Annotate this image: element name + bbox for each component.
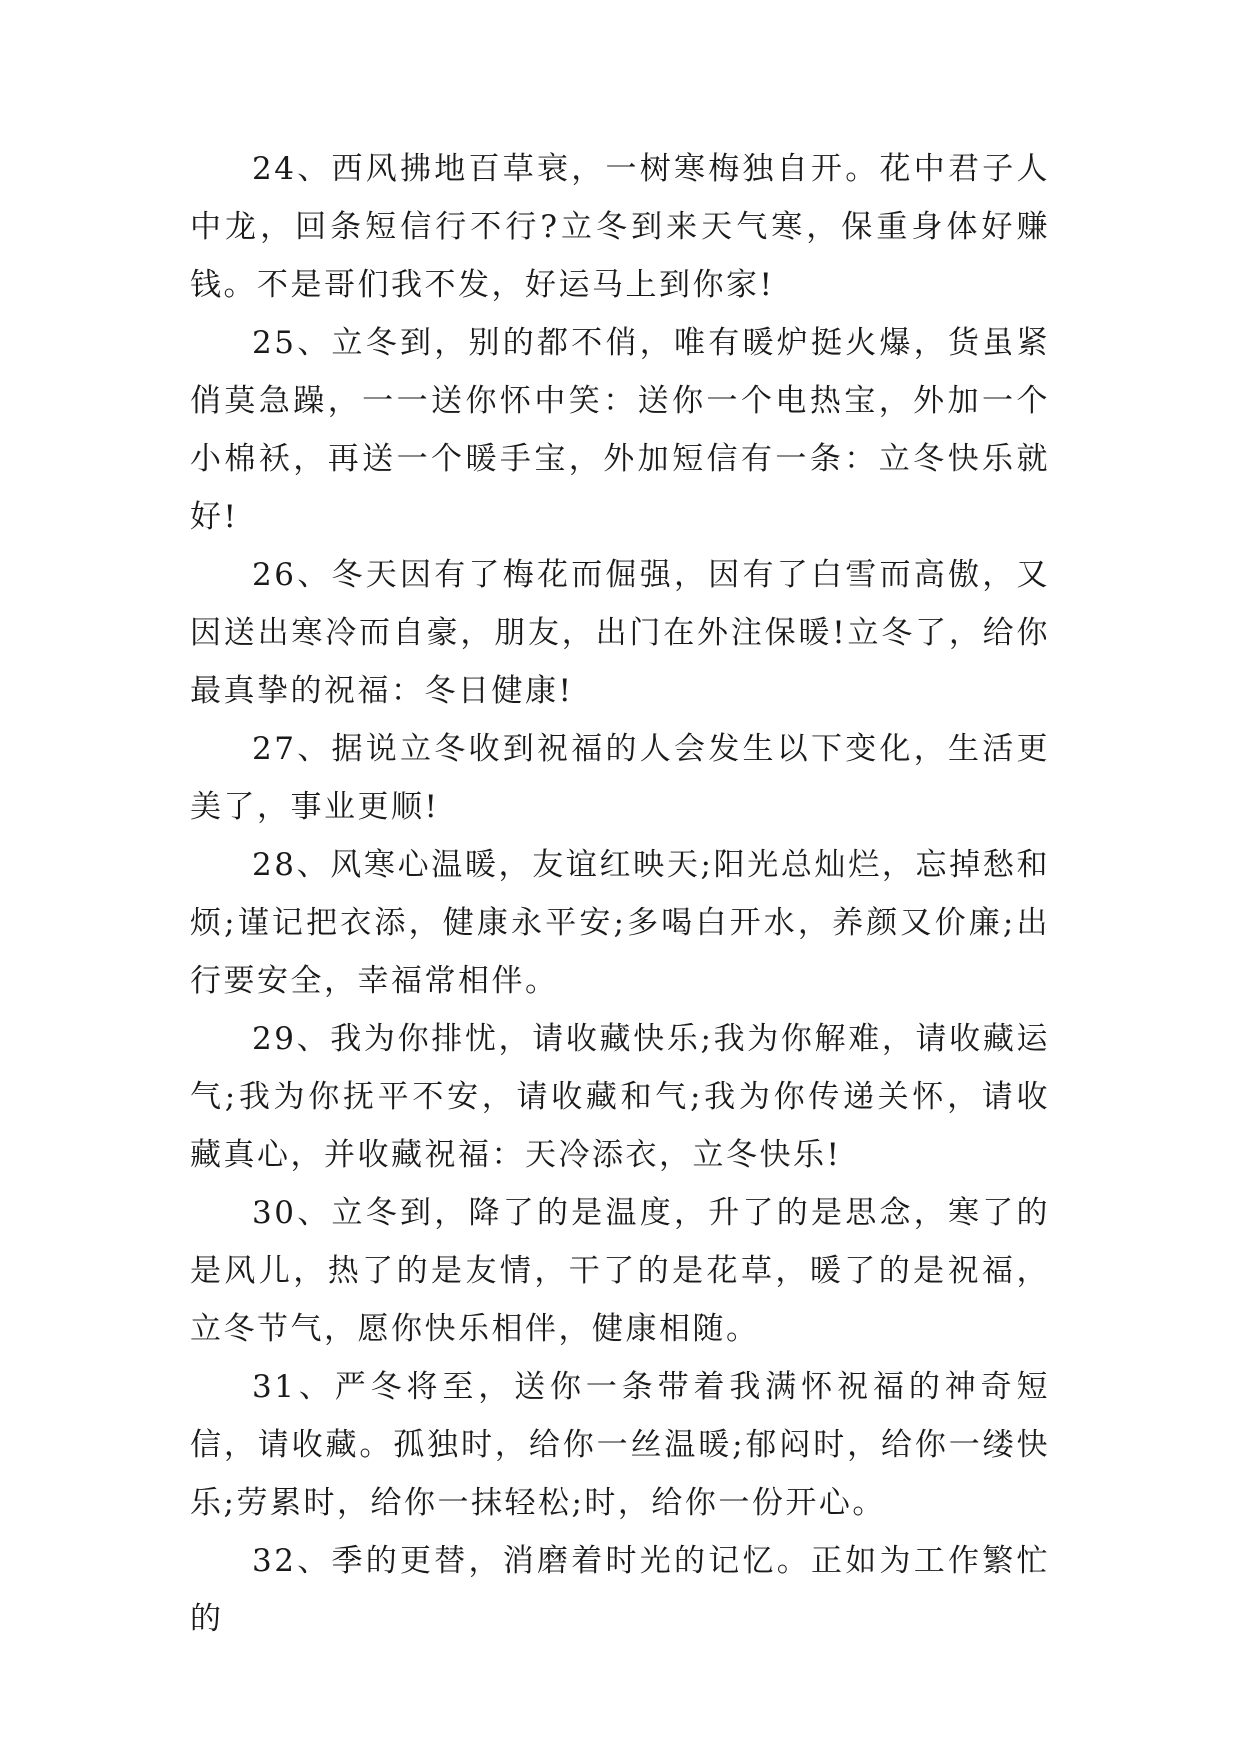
paragraph-27: 27、据说立冬收到祝福的人会发生以下变化，生活更美了，事业更顺!	[190, 731, 1050, 825]
paragraph-26: 26、冬天因有了梅花而倔强，因有了白雪而高傲，又因送出寒冷而自豪，朋友，出门在外注保暖!立冬了，给你最真挚的祝福：冬日健康!	[190, 557, 1050, 709]
document-page	[190, 140, 1050, 1648]
paragraph-25: 25、立冬到，别的都不俏，唯有暖炉挺火爆，货虽紧俏莫急躁，一一送你怀中笑：送你一个电热宝，外加一个小棉袄，再送一个暖手宝，外加短信有一条：立冬快乐就好!	[190, 325, 1050, 535]
paragraph-24: 24、西风拂地百草衰，一树寒梅独自开。花中君子人中龙，回条短信行不行?立冬到来天气寒，保重身体好赚钱。不是哥们我不发，好运马上到你家!	[190, 151, 1050, 303]
paragraph-31: 31、严冬将至，送你一条带着我满怀祝福的神奇短信，请收藏。孤独时，给你一丝温暖;郁闷时，给你一缕快乐;劳累时，给你一抹轻松;时，给你一份开心。	[190, 1369, 1050, 1521]
paragraph-28: 28、风寒心温暖，友谊红映天;阳光总灿烂，忘掉愁和烦;谨记把衣添，健康永平安;多喝白开水，养颜又价廉;出行要安全，幸福常相伴。	[190, 847, 1050, 999]
paragraph-32: 32、季的更替，消磨着时光的记忆。正如为工作繁忙的	[190, 1543, 1050, 1637]
paragraph-29: 29、我为你排忧，请收藏快乐;我为你解难，请收藏运气;我为你抚平不安，请收藏和气;我为你传递关怀，请收藏真心，并收藏祝福：天冷添衣，立冬快乐!	[190, 1021, 1050, 1173]
paragraph-30: 30、立冬到，降了的是温度，升了的是思念，寒了的是风儿，热了的是友情，干了的是花草，暖了的是祝福，立冬节气，愿你快乐相伴，健康相随。	[190, 1195, 1050, 1347]
